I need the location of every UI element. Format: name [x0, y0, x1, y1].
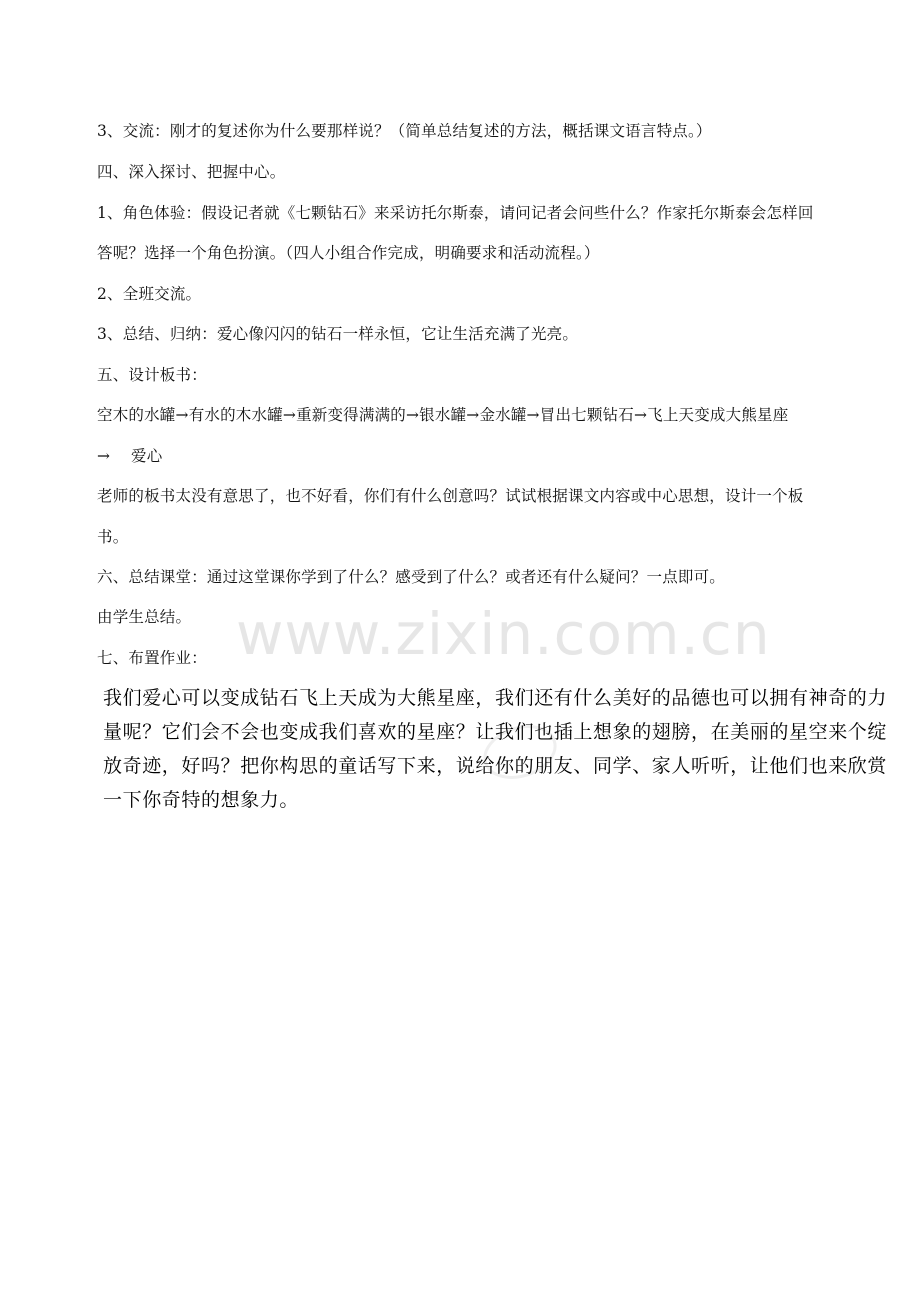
- homework-line-2: 量呢？它们会不会也变成我们喜欢的星座？让我们也插上想象的翅膀，在美丽的星空来个绽: [103, 721, 888, 743]
- board-design-chain: 空木的水罐→有水的木水罐→重新变得满满的→银水罐→金水罐→冒出七颗钻石→飞上天变成大熊星座: [97, 406, 789, 424]
- watermark: www.zixin.com.cn: [236, 600, 771, 668]
- section-5-heading: 五、设计板书：: [97, 366, 207, 384]
- section-4-heading: 四、深入探讨、把握中心。: [97, 163, 286, 181]
- step-3-exchange: 3、交流：刚才的复述你为什么要那样说？（简单总结复述的方法，概括课文语言特点。）: [97, 122, 712, 140]
- board-design-prompt-cont: 书。: [97, 528, 129, 546]
- step-1-role-play: 1、角色体验：假设记者就《七颗钻石》来采访托尔斯泰，请问记者会问些什么？作家托尔斯泰会怎样回: [97, 204, 814, 222]
- section-7-heading: 七、布置作业：: [97, 649, 207, 667]
- board-design-love: → 爱心: [97, 447, 163, 465]
- homework-line-4: 一下你奇特的想象力。: [103, 789, 300, 811]
- homework-line-3: 放奇迹，好吗？把你构思的童话写下来，说给你的朋友、同学、家人听听，让他们也来欣赏: [103, 755, 888, 777]
- step-2-class-exchange: 2、全班交流。: [97, 285, 202, 303]
- student-summary: 由学生总结。: [97, 608, 192, 626]
- board-design-prompt: 老师的板书太没有意思了，也不好看，你们有什么创意吗？试试根据课文内容或中心思想，设计一个板: [97, 487, 804, 505]
- homework-line-1: 我们爱心可以变成钻石飞上天成为大熊星座，我们还有什么美好的品德也可以拥有神奇的力: [103, 687, 888, 709]
- section-6-heading: 六、总结课堂：通过这堂课你学到了什么？感受到了什么？或者还有什么疑问？一点即可。: [97, 568, 726, 586]
- step-3-summary: 3、总结、归纳：爱心像闪闪的钻石一样永恒，它让生活充满了光亮。: [97, 325, 579, 343]
- step-1-role-play-cont: 答呢？选择一个角色扮演。（四人小组合作完成，明确要求和活动流程。）: [97, 244, 600, 262]
